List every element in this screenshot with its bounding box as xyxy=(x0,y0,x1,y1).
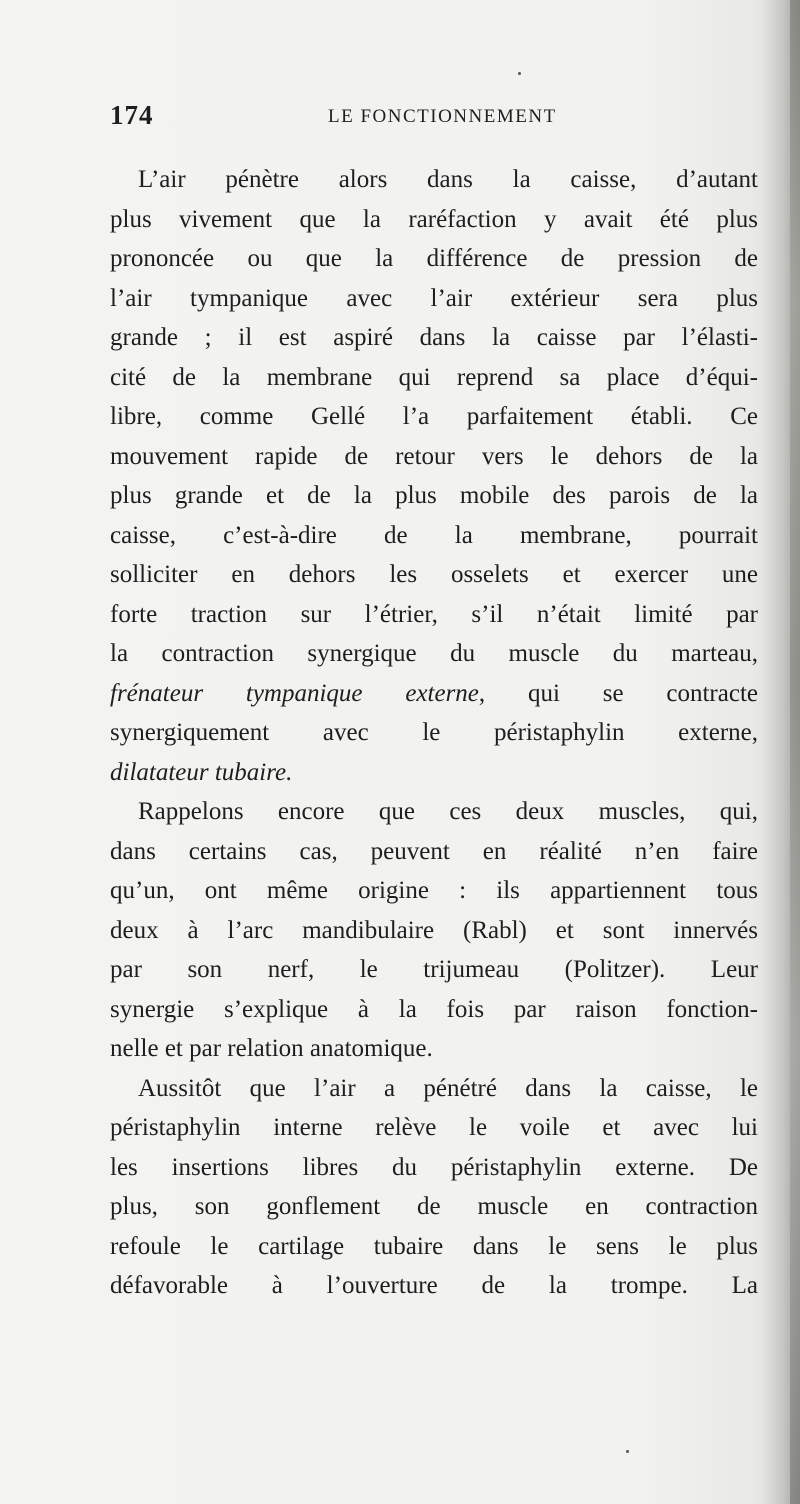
print-speck xyxy=(518,72,521,75)
text-line: caisse, c’est-à-dire de la membrane, pourrait xyxy=(110,521,758,549)
italic-term: frénateur tympanique externe xyxy=(110,679,479,707)
text-line xyxy=(110,753,758,793)
text-line: libre, comme Gellé l’a parfaitement établi. Ce xyxy=(110,403,758,430)
text-line: Rappelons encore que ces deux muscles, qui, xyxy=(138,798,758,825)
text-line: L’air pénètre alors dans la caisse, d’autant xyxy=(138,166,758,193)
text-line: plus, son gonflement de muscle en contraction xyxy=(110,1193,758,1220)
text-line: solliciter en dehors les osselets et exercer une xyxy=(110,561,758,588)
page-edge xyxy=(790,0,800,1504)
text-line: synergie s’explique à la fois par raison fonction- xyxy=(110,995,758,1023)
text-line: défavorable à l’ouverture de la trompe. La xyxy=(110,1272,758,1299)
text-line: les insertions libres du péristaphylin externe. De xyxy=(110,1153,758,1181)
text-line: nelle et par relation anatomique. xyxy=(110,1035,433,1062)
text-line: deux à l’arc mandibulaire (Rabl) et sont innervés xyxy=(110,916,758,944)
text-line: plus vivement que la raréfaction y avait été plus xyxy=(110,205,758,233)
text-line: qu’un, ont même origine : ils appartiennent tous xyxy=(110,877,758,904)
text-line: par son nerf, le trijumeau (Politzer). Leur xyxy=(110,956,758,983)
page-header xyxy=(110,100,760,140)
text-line: péristaphylin interne relève le voile et avec lui xyxy=(110,1114,758,1141)
page-number: 174 xyxy=(110,100,154,130)
text-line: prononcée ou que la différence de pression de xyxy=(110,245,758,272)
text-line: cité de la membrane qui reprend sa place d’équi- xyxy=(110,363,758,391)
text-line: grande ; il est aspiré dans la caisse par l’élasti- xyxy=(110,324,758,351)
running-title: LE FONCTIONNEMENT xyxy=(328,106,557,127)
text-line: Aussitôt que l’air a pénétré dans la caisse, le xyxy=(138,1074,758,1102)
print-speck xyxy=(626,1450,629,1453)
text-line: synergiquement avec le péristaphylin externe, xyxy=(110,719,758,746)
body-text xyxy=(110,160,758,1306)
text-line: plus grande et de la plus mobile des parois de la xyxy=(110,482,758,509)
text-line: forte traction sur l’étrier, s’il n’était limité par xyxy=(110,600,758,628)
text-line: mouvement rapide de retour vers le dehors de la xyxy=(110,442,758,470)
text-line: frénateur tympanique externe, qui se contracte xyxy=(110,679,758,707)
text-line: la contraction synergique du muscle du marteau, xyxy=(110,640,758,667)
text-line: dans certains cas, peuvent en réalité n’en faire xyxy=(110,837,758,865)
italic-term: dilatateur tubaire. xyxy=(110,758,293,786)
text-line: refoule le cartilage tubaire dans le sens le plus xyxy=(110,1232,758,1260)
text-line: l’air tympanique avec l’air extérieur sera plus xyxy=(110,284,758,312)
